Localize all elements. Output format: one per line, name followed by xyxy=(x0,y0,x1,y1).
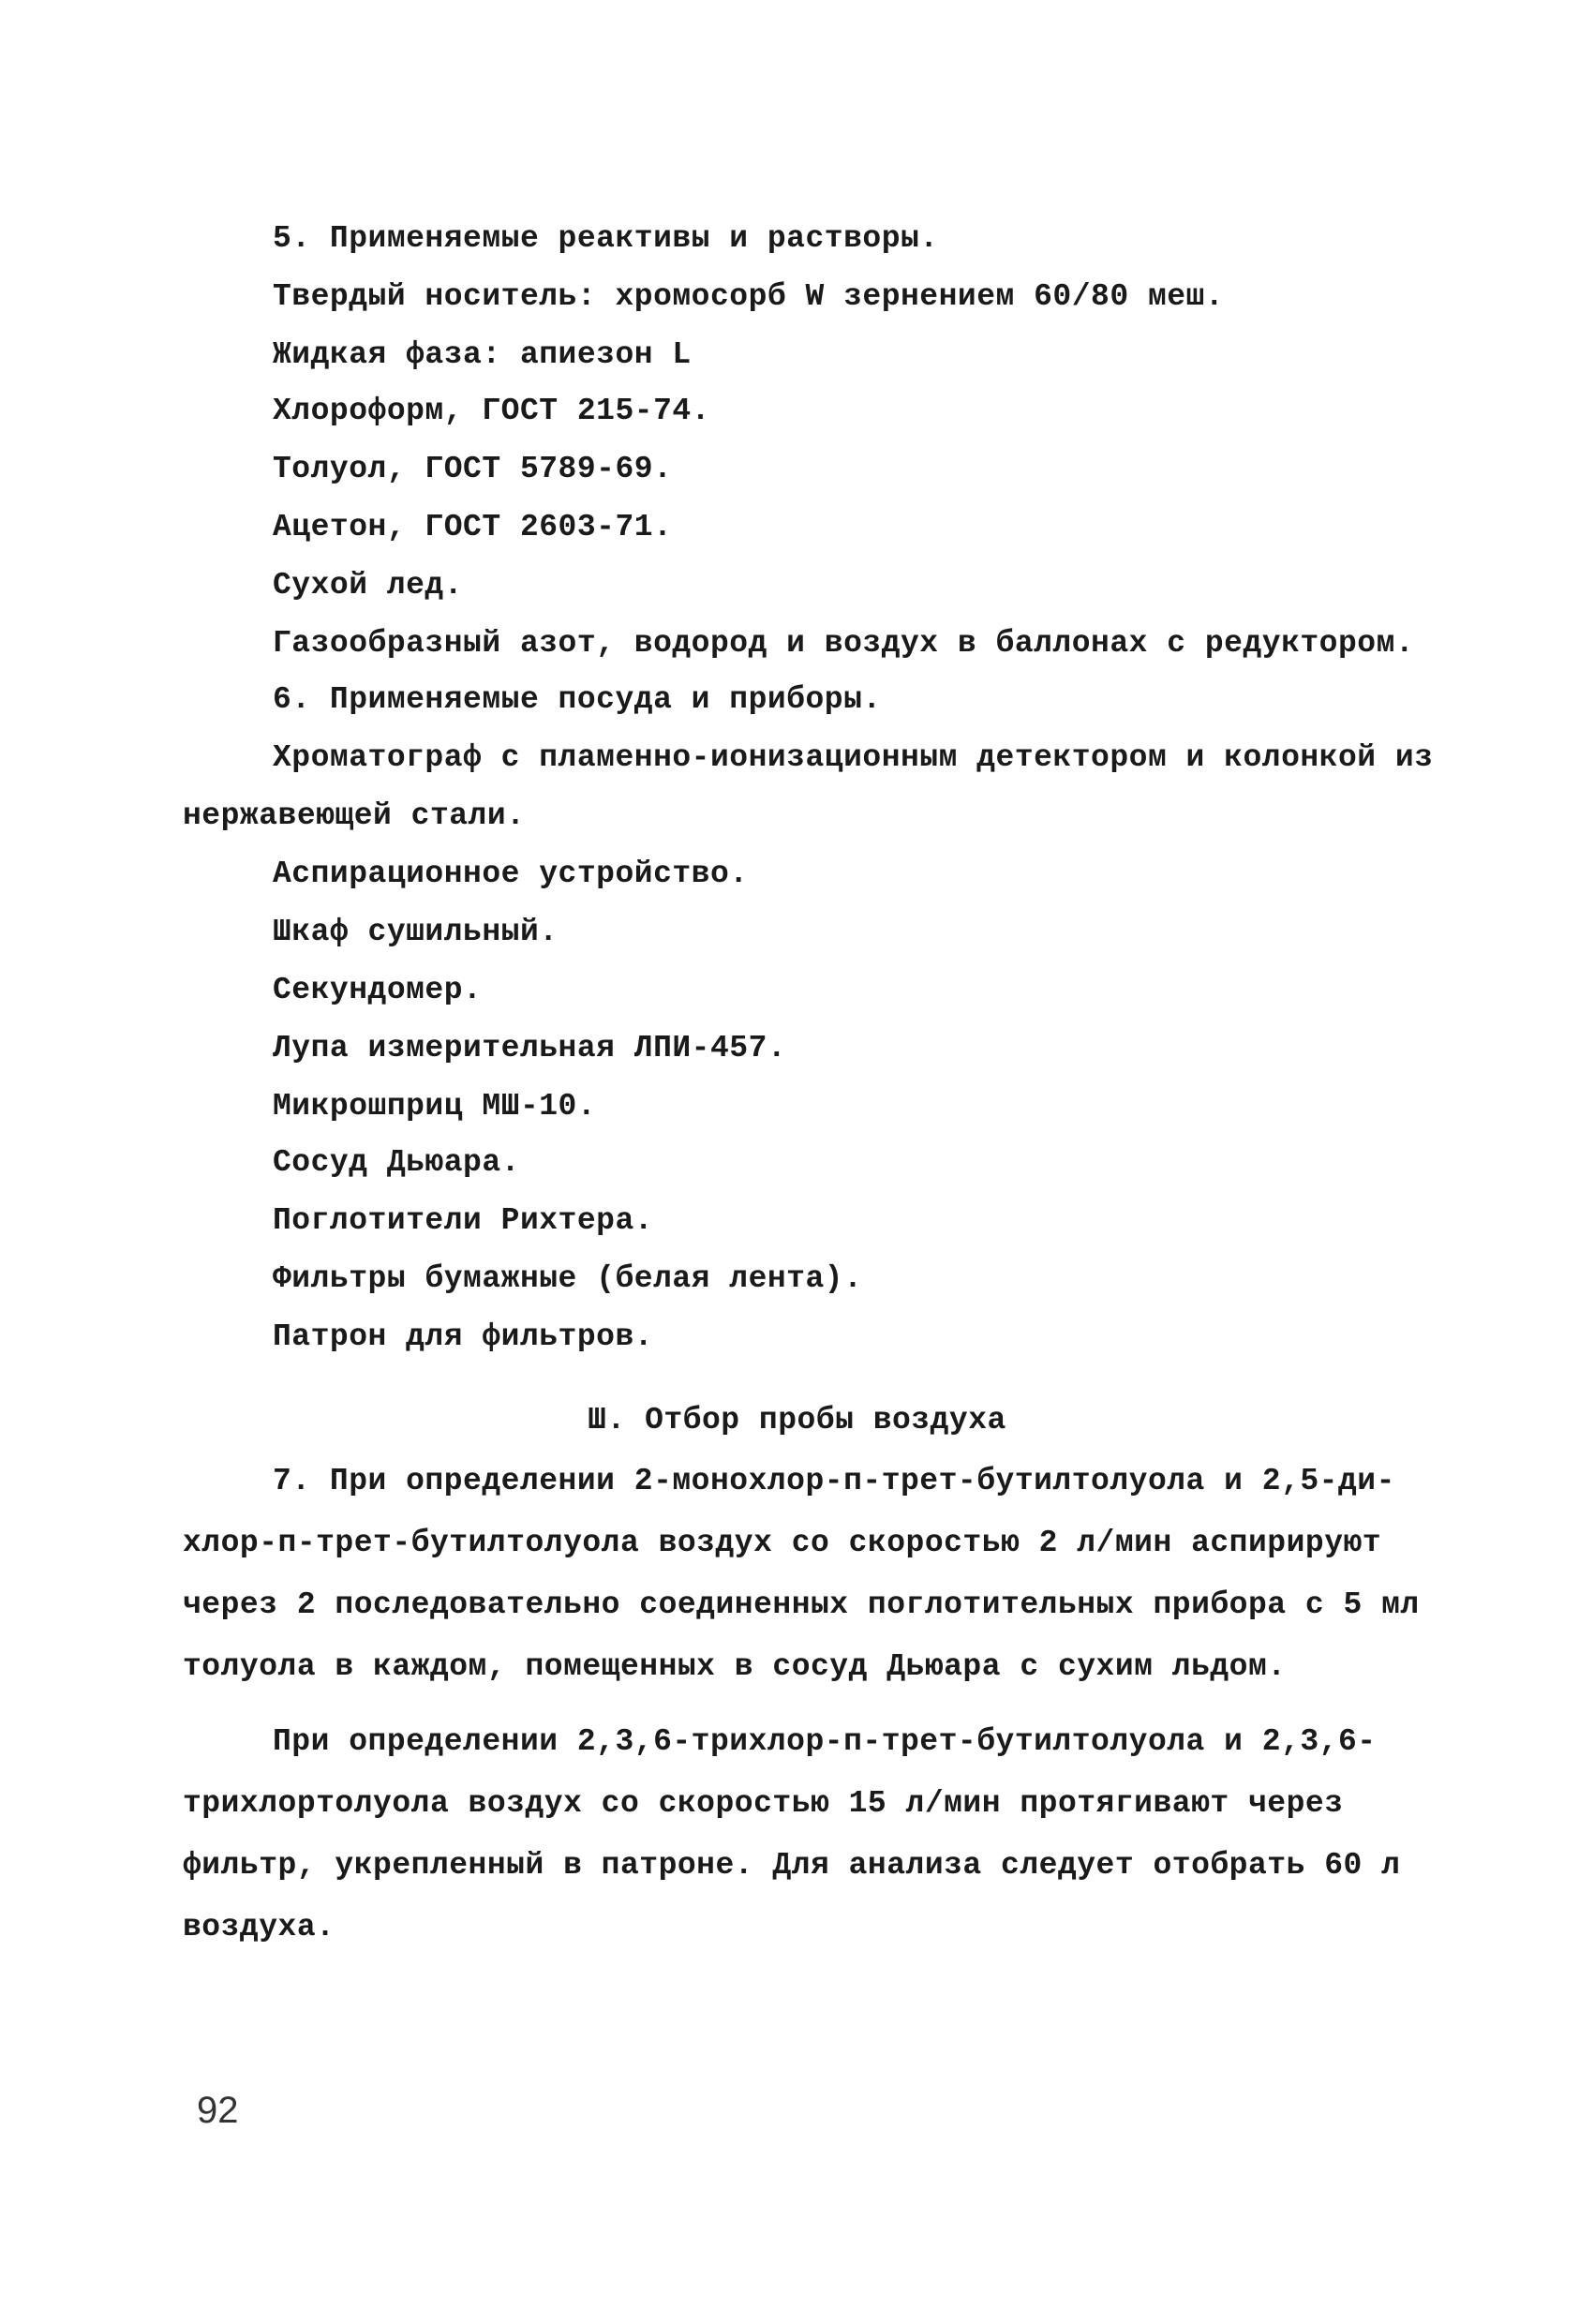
reagents-heading: 5. Применяемые реактивы и растворы. xyxy=(273,221,939,256)
paragraph-line: через 2 последовательно соединенных поглотительных прибора с 5 мл xyxy=(183,1587,1420,1622)
sampling-heading: Ш. Отбор пробы воздуха xyxy=(588,1403,1006,1438)
paragraph-line: трихлортолуола воздух со скоростью 15 л/мин протягивают через xyxy=(183,1786,1344,1821)
reagent-line: Жидкая фаза: апиезон L xyxy=(273,337,692,372)
equipment-line: Шкаф сушильный. xyxy=(273,915,559,949)
reagent-line: Толуол, ГОСТ 5789-69. xyxy=(273,452,673,486)
equipment-line: Хроматограф с пламенно-ионизационным детектором и колонкой из xyxy=(273,740,1434,775)
equipment-line: Сосуд Дьюара. xyxy=(273,1145,520,1180)
reagent-line: Ацетон, ГОСТ 2603-71. xyxy=(273,510,673,544)
reagent-line: Сухой лед. xyxy=(273,568,464,603)
equipment-line: Патрон для фильтров. xyxy=(273,1319,654,1354)
equipment-line: Лупа измерительная ЛПИ-457. xyxy=(273,1031,787,1065)
equipment-line: Микрошприц МШ-10. xyxy=(273,1089,597,1124)
equipment-line: Аспирационное устройство. xyxy=(273,857,749,891)
paragraph-line: При определении 2,3,6-трихлор-п-трет-бутилтолуола и 2,3,6- xyxy=(273,1724,1377,1759)
equipment-heading: 6. Применяемые посуда и приборы. xyxy=(273,682,882,717)
paragraph-line: толуола в каждом, помещенных в сосуд Дьюара с сухим льдом. xyxy=(183,1649,1287,1684)
paragraph-line: хлор-п-трет-бутилтолуола воздух со скоростью 2 л/мин аспирируют xyxy=(183,1526,1382,1560)
reagent-line: Газообразный азот, водород и воздух в баллонах с редуктором. xyxy=(273,626,1415,661)
equipment-line: нержавеющей стали. xyxy=(183,798,526,833)
page-number: 92 xyxy=(197,2090,239,2131)
paragraph-line: воздуха. xyxy=(183,1910,335,1944)
paragraph-line: фильтр, укрепленный в патроне. Для анализа следует отобрать 60 л xyxy=(183,1848,1401,1883)
equipment-line: Фильтры бумажные (белая лента). xyxy=(273,1261,863,1296)
equipment-line: Поглотители Рихтера. xyxy=(273,1203,654,1238)
reagent-line: Твердый носитель: хромосорб W зернением 60/80 меш. xyxy=(273,279,1225,314)
equipment-line: Секундомер. xyxy=(273,973,483,1007)
reagent-line: Хлороформ, ГОСТ 215-74. xyxy=(273,394,710,428)
paragraph-line: 7. При определении 2-монохлор-п-трет-бутилтолуола и 2,5-ди- xyxy=(273,1464,1395,1498)
